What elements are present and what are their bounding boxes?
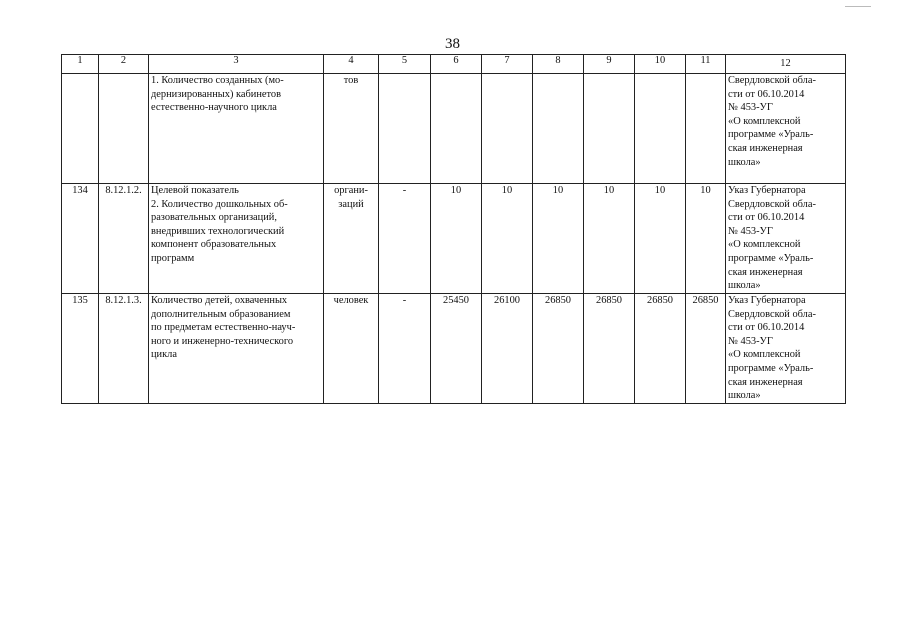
header-cell-1: 1: [62, 55, 99, 74]
table-row: [62, 294, 846, 404]
source-reference: Свердловской обла- сти от 06.10.2014 № 453-УГ «О комплексной программе «Ураль- ская инженерная школа»: [726, 74, 846, 184]
value-col-7: 26100: [482, 294, 533, 404]
row-code: [99, 74, 149, 184]
value-col-8: 26850: [533, 294, 584, 404]
value-col-11: 26850: [686, 294, 726, 404]
unit-cell: человек: [324, 294, 379, 404]
row-number: 134: [62, 184, 99, 294]
indicator-text: Целевой показатель 2. Количество дошкольных об- разовательных организаций, внедривших технологический компонент образовательных программ: [149, 184, 324, 294]
header-cell-2: 2: [99, 55, 149, 74]
value-col-6: 10: [431, 184, 482, 294]
value-col-9: 26850: [584, 294, 635, 404]
indicator-text: 1. Количество созданных (мо- дернизированных) кабинетов естественно-научного цикла: [149, 74, 324, 184]
row-number: 135: [62, 294, 99, 404]
header-cell-11: 11: [686, 55, 726, 74]
scan-corner-mark: [845, 6, 871, 7]
header-cell-9: 9: [584, 55, 635, 74]
value-col-11: [686, 74, 726, 184]
value-col-8: [533, 74, 584, 184]
table-row: [62, 74, 846, 184]
value-col-8: 10: [533, 184, 584, 294]
header-cell-6: 6: [431, 55, 482, 74]
header-cell-3: 3: [149, 55, 324, 74]
table-row: [62, 184, 846, 294]
value-col-5: -: [379, 294, 431, 404]
indicators-table: [61, 54, 846, 404]
row-code: 8.12.1.3.: [99, 294, 149, 404]
unit-cell: тов: [324, 74, 379, 184]
page-number: 38: [445, 36, 460, 52]
header-cell-5: 5: [379, 55, 431, 74]
value-col-7: [482, 74, 533, 184]
value-col-5: -: [379, 184, 431, 294]
value-col-11: 10: [686, 184, 726, 294]
header-row: [62, 55, 846, 74]
header-cell-12: 12: [726, 55, 846, 74]
value-col-10: 26850: [635, 294, 686, 404]
value-col-7: 10: [482, 184, 533, 294]
value-col-10: 10: [635, 184, 686, 294]
value-col-10: [635, 74, 686, 184]
header-cell-10: 10: [635, 55, 686, 74]
indicator-text: Количество детей, охваченных дополнительным образованием по предметам естественно-науч- ного и инженерно-технического цикла: [149, 294, 324, 404]
header-cell-7: 7: [482, 55, 533, 74]
header-cell-4: 4: [324, 55, 379, 74]
row-number: [62, 74, 99, 184]
source-reference: Указ Губернатора Свердловской обла- сти от 06.10.2014 № 453-УГ «О комплексной программе «Ураль- ская инженерная школа»: [726, 294, 846, 404]
value-col-9: [584, 74, 635, 184]
header-cell-8: 8: [533, 55, 584, 74]
source-reference: Указ Губернатора Свердловской обла- сти от 06.10.2014 № 453-УГ «О комплексной программе «Ураль- ская инженерная школа»: [726, 184, 846, 294]
row-code: 8.12.1.2.: [99, 184, 149, 294]
value-col-6: [431, 74, 482, 184]
value-col-6: 25450: [431, 294, 482, 404]
value-col-5: [379, 74, 431, 184]
unit-cell: органи- заций: [324, 184, 379, 294]
value-col-9: 10: [584, 184, 635, 294]
